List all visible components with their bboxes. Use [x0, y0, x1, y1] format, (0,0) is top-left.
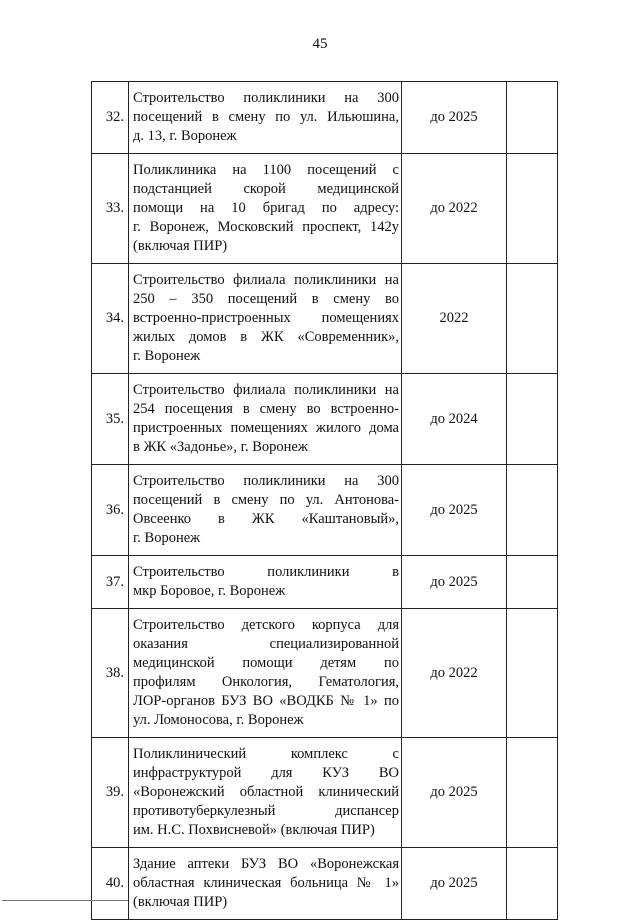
object-name-line: противотуберкулезный диспансер — [133, 803, 399, 819]
object-name-line: мкр Боровое, г. Воронеж — [133, 583, 286, 599]
object-name-line: Поликлиника на 1100 посещений с — [133, 162, 399, 178]
object-name-line: оказания специализированной — [133, 636, 399, 652]
object-name-line: встроенно-пристроенных помещениях — [133, 310, 399, 326]
empty-cell — [507, 609, 558, 738]
object-name-line: в ЖК «Задонье», г. Воронеж — [133, 439, 308, 455]
object-name-line: Здание аптеки БУЗ ВО «Воронежская — [133, 856, 399, 872]
table-row — [92, 609, 558, 738]
object-name — [129, 154, 402, 264]
object-name-line: (включая ПИР) — [133, 894, 228, 910]
object-name-line: профилям Онкология, Гематология, — [133, 674, 399, 690]
object-name-line: Строительство поликлиники на 300 — [133, 473, 399, 489]
row-number: 40. — [92, 848, 129, 920]
table-row — [92, 154, 558, 264]
object-name — [129, 465, 402, 556]
empty-cell — [507, 374, 558, 465]
object-name-line: г. Воронеж — [133, 348, 201, 364]
row-number: 33. — [92, 154, 129, 264]
object-name-line: г. Воронеж, Московский проспект, 142у — [133, 219, 399, 235]
table-row — [92, 465, 558, 556]
object-name-line: инфраструктурой для КУЗ ВО — [133, 765, 399, 781]
empty-cell — [507, 264, 558, 374]
object-name — [129, 374, 402, 465]
object-name-line: г. Воронеж — [133, 530, 201, 546]
object-name-line: областная клиническая больница № 1» — [133, 875, 399, 891]
page-number: 45 — [312, 36, 328, 52]
table-row — [92, 738, 558, 848]
object-name-line: им. Н.С. Похвисневой» (включая ПИР) — [133, 822, 375, 838]
table-row — [92, 82, 558, 154]
empty-cell — [507, 82, 558, 154]
object-name-line: жилых домов в ЖК «Современник», — [133, 329, 399, 345]
object-name-line: Строительство детского корпуса для — [133, 617, 399, 633]
completion-term: до 2025 — [402, 848, 507, 920]
completion-term: до 2022 — [402, 154, 507, 264]
object-name — [129, 848, 402, 920]
object-name-line: помощи на 10 бригад по адресу: — [133, 200, 399, 216]
object-name-line: медицинской помощи детям по — [133, 655, 399, 671]
empty-cell — [507, 154, 558, 264]
completion-term: 2022 — [402, 264, 507, 374]
empty-cell — [507, 556, 558, 609]
completion-term: до 2025 — [402, 738, 507, 848]
object-name-line: посещений в смену по ул. Ильюшина, — [133, 109, 399, 125]
object-name-line: ул. Ломоносова, г. Воронеж — [133, 712, 304, 728]
object-name-line: подстанцией скорой медицинской — [133, 181, 399, 197]
empty-cell — [507, 738, 558, 848]
object-name-line: пристроенных помещениях жилого дома — [133, 420, 399, 436]
table-row — [92, 264, 558, 374]
object-name-line: 250 – 350 посещений в смену во — [133, 291, 399, 307]
object-name-line: Овсеенко в ЖК «Каштановый», — [133, 511, 399, 527]
object-name-line: Строительство филиала поликлиники на — [133, 382, 399, 398]
object-name-line: Строительство филиала поликлиники на — [133, 272, 399, 288]
table-body — [92, 82, 558, 920]
object-name-line: ЛОР-органов БУЗ ВО «ВОДКБ № 1» по — [133, 693, 399, 709]
object-name — [129, 264, 402, 374]
row-number: 36. — [92, 465, 129, 556]
row-number: 32. — [92, 82, 129, 154]
object-name — [129, 82, 402, 154]
completion-term: до 2025 — [402, 82, 507, 154]
row-number: 37. — [92, 556, 129, 609]
row-number: 35. — [92, 374, 129, 465]
footer-divider — [2, 900, 128, 901]
row-number: 38. — [92, 609, 129, 738]
objects-table — [91, 81, 558, 920]
object-name — [129, 609, 402, 738]
object-name — [129, 556, 402, 609]
object-name-line: (включая ПИР) — [133, 238, 228, 254]
object-name — [129, 738, 402, 848]
row-number: 39. — [92, 738, 129, 848]
object-name-line: «Воронежский областной клинический — [133, 784, 399, 800]
completion-term: до 2022 — [402, 609, 507, 738]
table-row — [92, 556, 558, 609]
completion-term: до 2025 — [402, 465, 507, 556]
object-name-line: д. 13, г. Воронеж — [133, 128, 237, 144]
object-name-line: 254 посещения в смену во встроенно- — [133, 401, 399, 417]
object-name-line: Поликлинический комплекс с — [133, 746, 399, 762]
table-row — [92, 374, 558, 465]
row-number: 34. — [92, 264, 129, 374]
empty-cell — [507, 465, 558, 556]
table-row — [92, 848, 558, 920]
completion-term: до 2025 — [402, 556, 507, 609]
object-name-line: Строительство поликлиники в — [133, 564, 399, 580]
object-name-line: Строительство поликлиники на 300 — [133, 90, 399, 106]
object-name-line: посещений в смену по ул. Антонова- — [133, 492, 399, 508]
completion-term: до 2024 — [402, 374, 507, 465]
empty-cell — [507, 848, 558, 920]
